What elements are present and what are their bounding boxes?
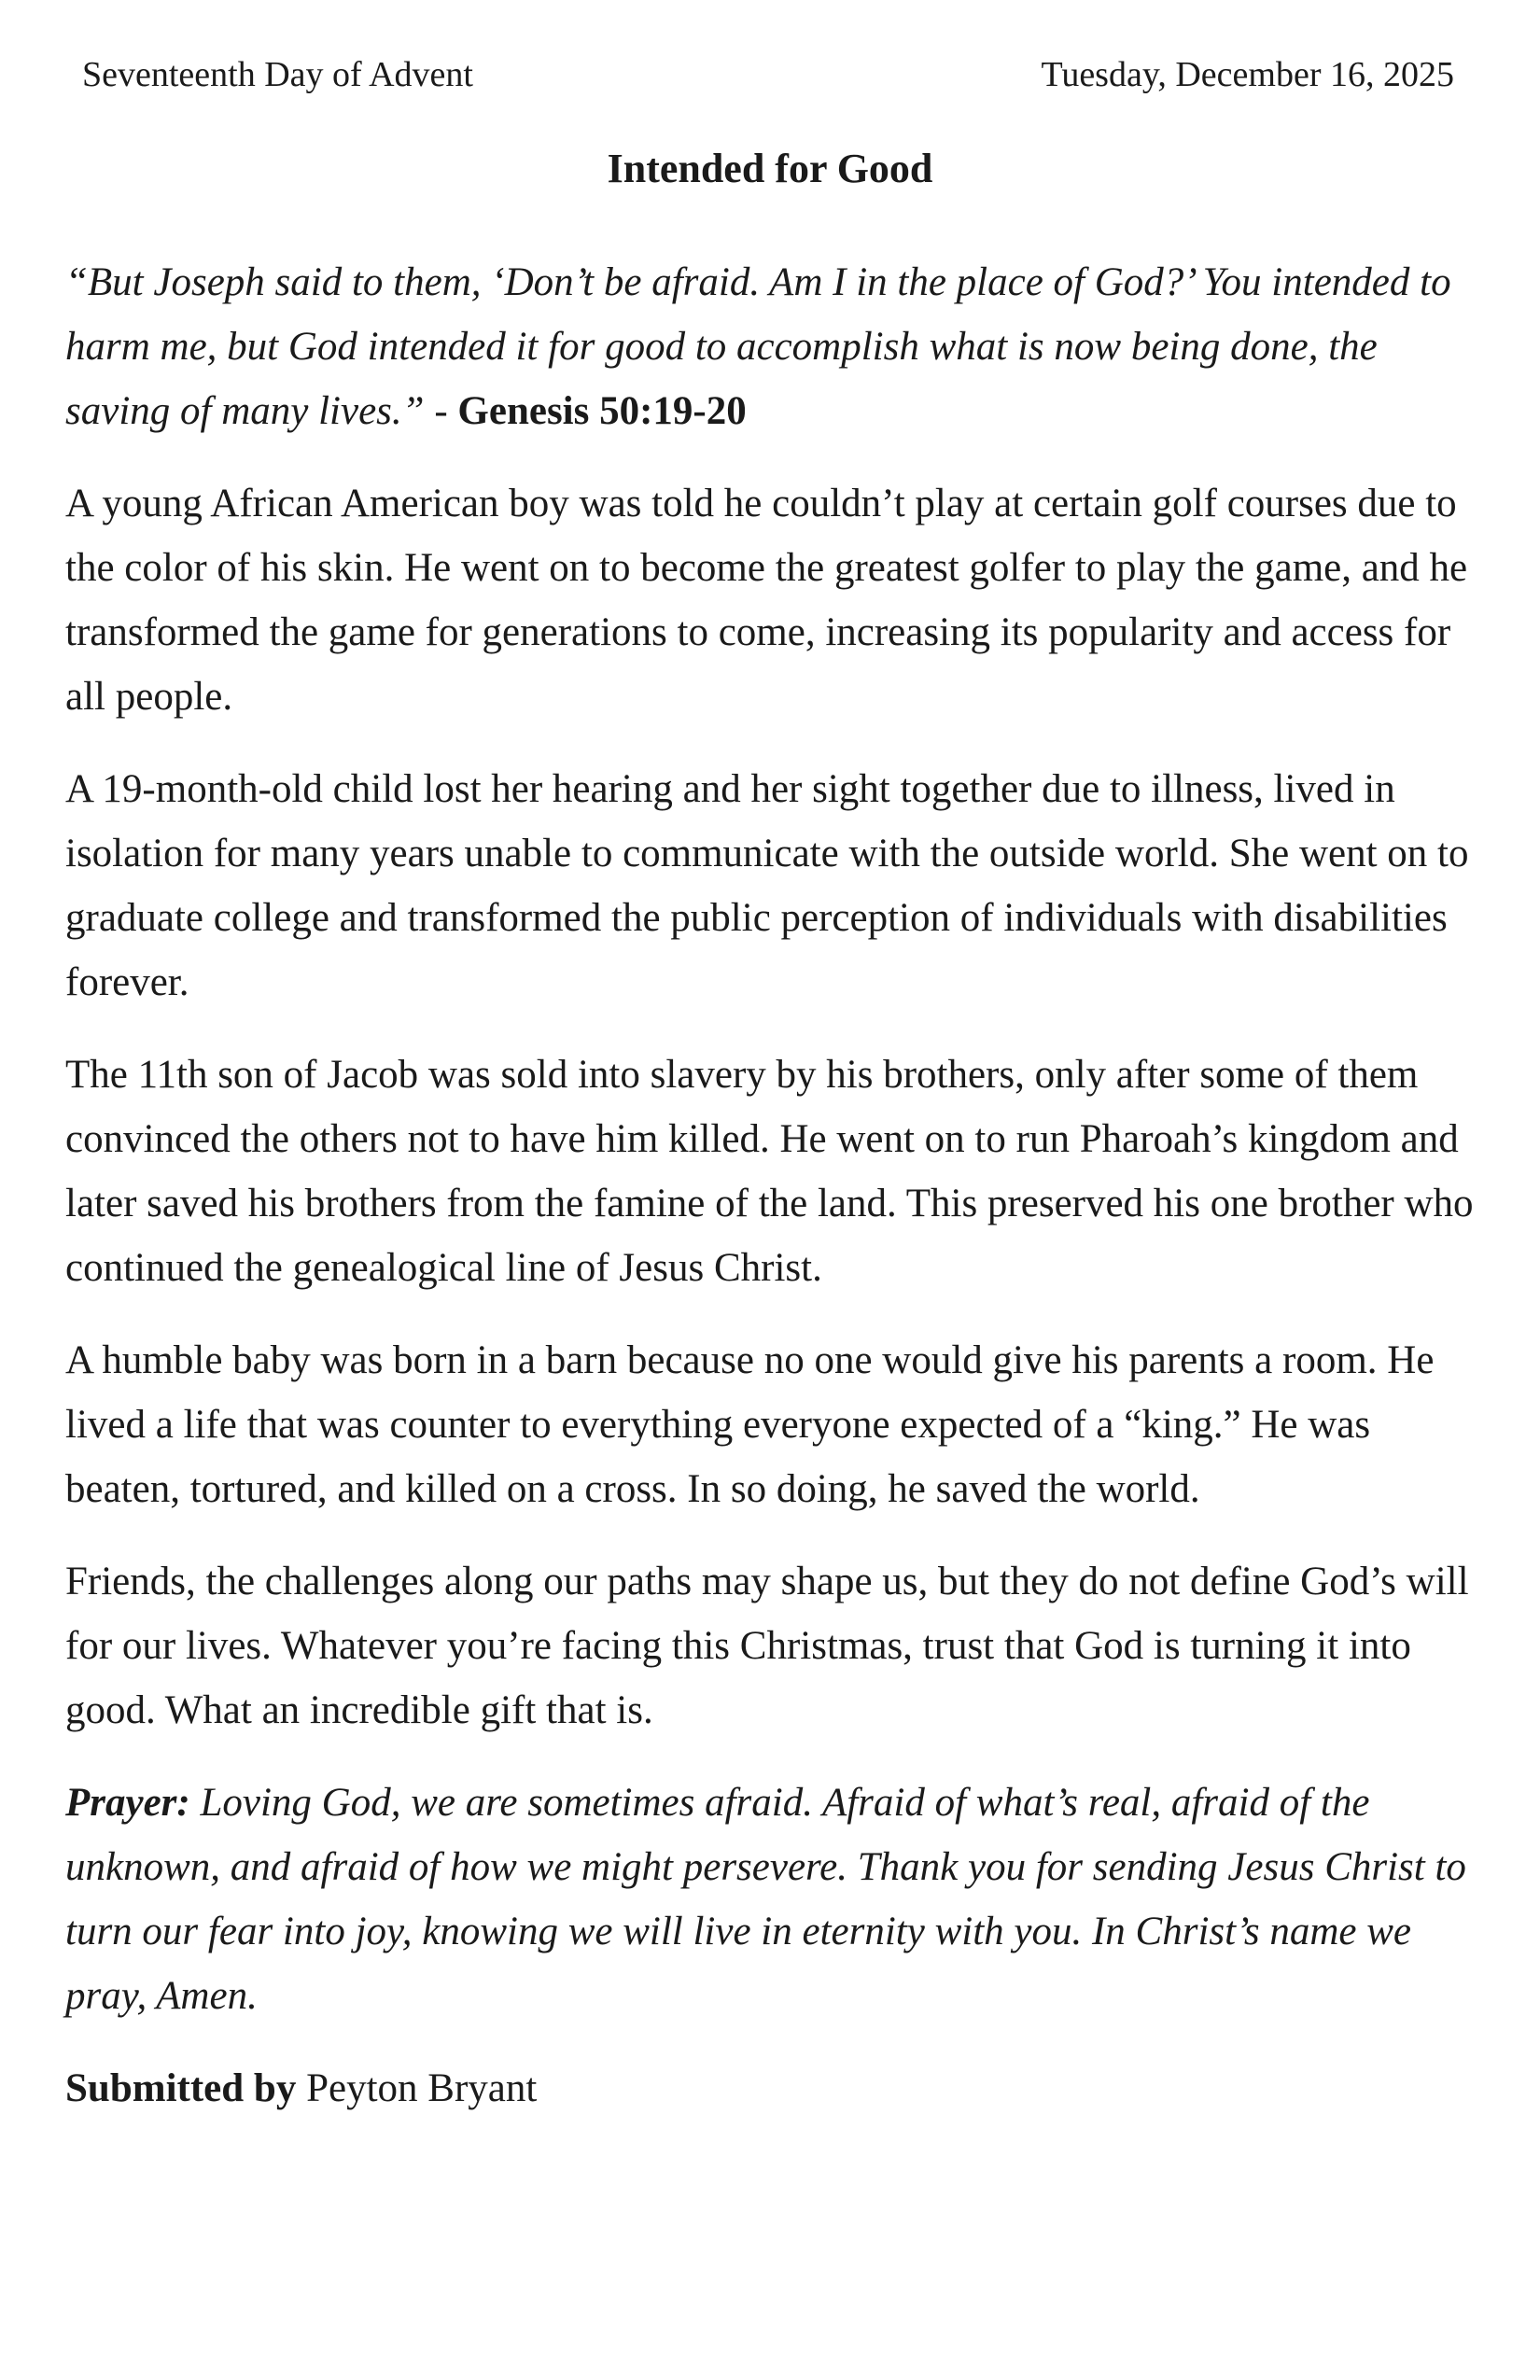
prayer-text: Loving God, we are sometimes afraid. Afraid of what’s real, afraid of the unknown, and afraid of how we might persevere. Thank you for sending Jesus Christ to turn our fear into joy, knowing we will live in eternity with you. In Christ’s name we pray, Amen. bbox=[65, 1781, 1466, 2018]
scripture-reference: Genesis 50:19-20 bbox=[457, 389, 747, 433]
scripture-text: “But Joseph said to them, ‘Don’t be afraid. Am I in the place of God?’ You intended to harm me, but God intended it for good to accomplish what is now being done, the saving of many lives.” bbox=[65, 260, 1451, 433]
paragraph-joseph: The 11th son of Jacob was sold into slavery by his brothers, only after some of them convinced the others not to have him killed. He went on to run Pharoah’s kingdom and later saved his brothers from the famine of the land. This preserved his one brother who continued the genealogical line of Jesus Christ. bbox=[65, 1053, 1474, 1290]
submitted-by bbox=[65, 2056, 1475, 2121]
advent-day-label: Seventeenth Day of Advent bbox=[82, 55, 473, 94]
scripture-separator: - bbox=[424, 389, 458, 433]
paragraph-baby: A humble baby was born in a barn because no one would give his parents a room. He lived a life that was counter to everything everyone expected of a “king.” He was beaten, tortured, and killed on a cross. In so doing, he saved the world. bbox=[65, 1338, 1435, 1511]
page-header bbox=[82, 54, 1454, 101]
submitted-label: Submitted by bbox=[65, 2066, 297, 2110]
paragraph-friends: Friends, the challenges along our paths may shape us, but they do not define God’s will for our lives. Whatever you’re facing this Christmas, trust that God is turning it into good. What an incredible gift that is. bbox=[65, 1560, 1469, 1732]
prayer-label: Prayer: bbox=[65, 1781, 190, 1825]
paragraph-child: A 19-month-old child lost her hearing and her sight together due to illness, lived in isolation for many years unable to communicate with the outside world. She went on to graduate college and transformed the public perception of individuals with disabilities forever. bbox=[65, 767, 1469, 1004]
paragraph-golfer: A young African American boy was told he couldn’t play at certain golf courses due to the color of his skin. He went on to become the greatest golfer to play the game, and he transformed the game for generations to come, increasing its popularity and access for all people. bbox=[65, 482, 1468, 719]
scripture-quote bbox=[65, 250, 1475, 443]
author-name: Peyton Bryant bbox=[296, 2066, 538, 2110]
devotional-body bbox=[65, 250, 1475, 2149]
date-label: Tuesday, December 16, 2025 bbox=[1041, 55, 1454, 94]
page-title: Intended for Good bbox=[607, 146, 933, 191]
prayer bbox=[65, 1771, 1475, 2028]
